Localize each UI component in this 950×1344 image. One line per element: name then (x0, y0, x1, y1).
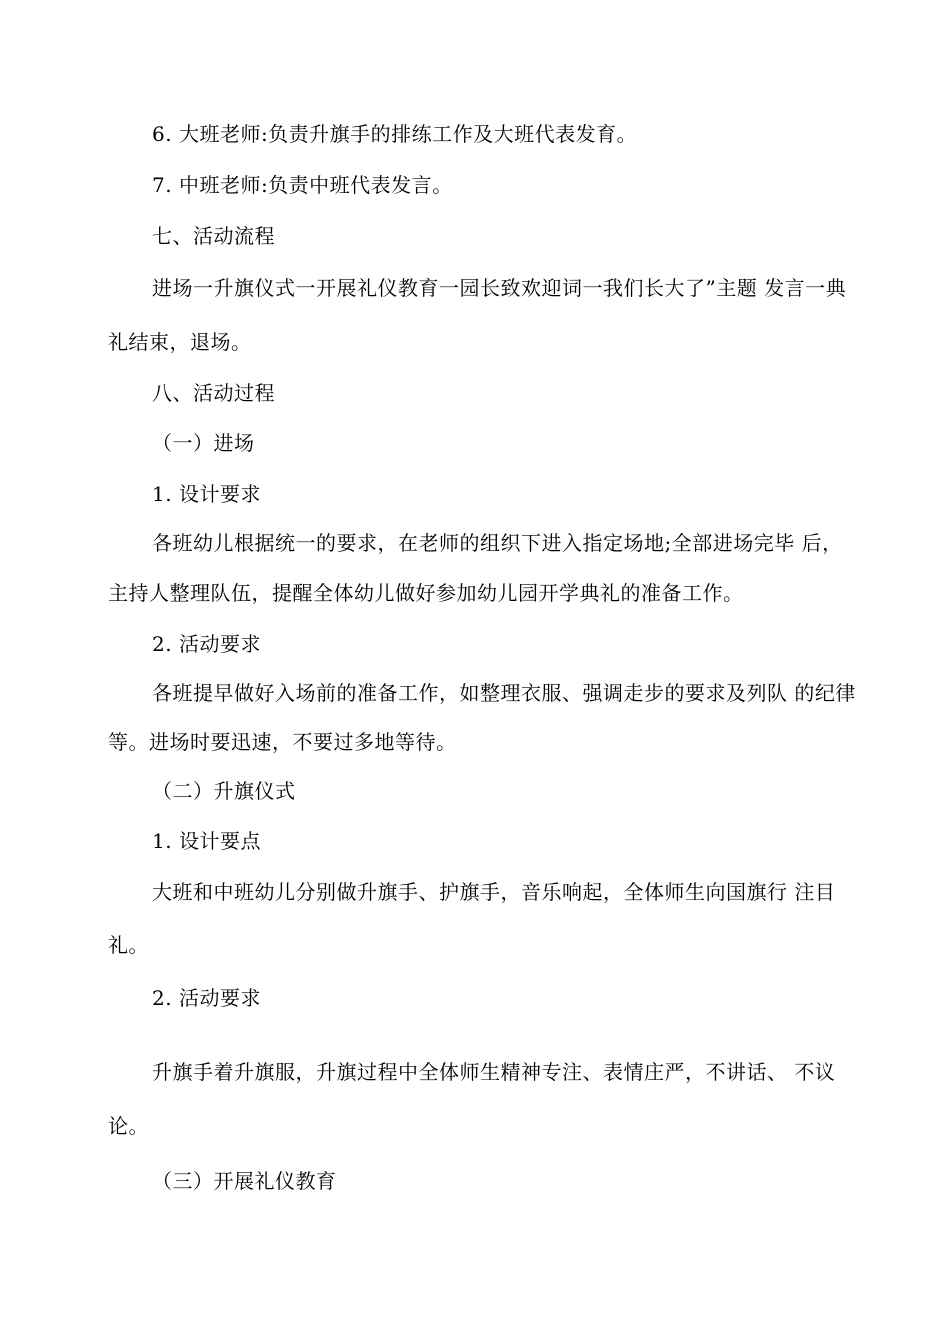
text-line: 等。进场时要迅速，不要过多地等待。 (108, 730, 457, 754)
text-line: 论。 (108, 1114, 149, 1138)
text-line: 升旗手着升旗服，升旗过程中全体师生精神专注、表情庄严，不讲话、 不议 (152, 1060, 836, 1084)
subsection-heading: （二）升旗仪式 (152, 779, 296, 803)
section-heading: 七、活动流程 (152, 224, 275, 248)
text-line: 礼。 (108, 933, 149, 957)
text-line: 大班和中班幼儿分别做升旗手、护旗手，音乐响起，全体师生向国旗行 注目 (152, 880, 836, 904)
text-line: 6. 大班老师:负责升旗手的排练工作及大班代表发育。 (152, 122, 638, 146)
text-line: 主持人整理队伍，提醒全体幼儿做好参加幼儿园开学典礼的准备工作。 (108, 581, 744, 605)
item-heading: 1. 设计要求 (152, 482, 261, 506)
text-line: 各班提早做好入场前的准备工作，如整理衣服、强调走步的要求及列队 的纪律 (152, 681, 856, 705)
item-heading: 1. 设计要点 (152, 829, 261, 853)
text-line: 礼结束，退场。 (108, 330, 252, 354)
text-line: 各班幼儿根据统一的要求，在老师的组织下进入指定场地;全部进场完毕 后， (152, 531, 843, 555)
item-heading: 2. 活动要求 (152, 986, 261, 1010)
section-heading: 八、活动过程 (152, 381, 275, 405)
text-line: 7. 中班老师:负责中班代表发言。 (152, 173, 453, 197)
item-heading: 2. 活动要求 (152, 632, 261, 656)
subsection-heading: （三）开展礼仪教育 (152, 1169, 337, 1193)
text-line: 进场一升旗仪式一开展礼仪教育一园长致欢迎词一我们长大了”主题 发言一典 (152, 276, 847, 300)
subsection-heading: （一）进场 (152, 431, 255, 455)
